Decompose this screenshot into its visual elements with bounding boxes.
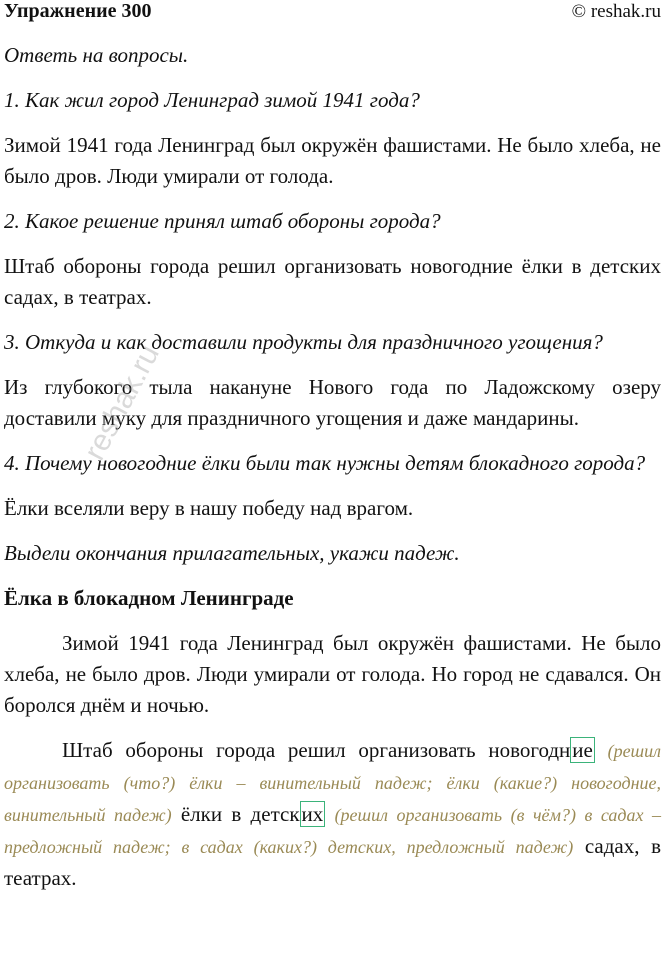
paragraph-1: Зимой 1941 года Ленинград был окружён фашистами. Не было хлеба, не было дров. Люди умирали от голода. Но город не сдавался. Он боролся днём и ночью. [4, 631, 661, 717]
paragraph-2 [4, 735, 661, 894]
question-2: 2. Какое решение принял штаб обороны города? [4, 209, 441, 233]
p2-text-2: ёлки в детск [180, 802, 300, 826]
exercise-title: Упражнение 300 [4, 0, 152, 22]
ending-box-1: ие [572, 738, 593, 762]
task-2-text: Выдели окончания прилагательных, укажи падеж. [4, 541, 460, 565]
site-label: © reshak.ru [571, 1, 661, 22]
text-title: Ёлка в блокадном Ленинграде [4, 586, 294, 610]
p2-text-3: садах, в театрах. [4, 834, 661, 890]
p2-text-1: Штаб обороны города решил организовать новогодн [62, 738, 571, 762]
answer-1: Зимой 1941 года Ленинград был окружён фашистами. Не было хлеба, не было дров. Люди умирали от голода. [4, 133, 661, 188]
answer-2: Штаб обороны города решил организовать новогодние ёлки в детских садах, в театрах. [4, 254, 661, 309]
answer-4: Ёлки вселяли веру в нашу победу над врагом. [4, 496, 414, 520]
task-text: Ответь на вопросы. [4, 43, 189, 67]
grammar-note-1: (решил организовать (что?) ёлки – винительный падеж; ёлки (какие?) новогодние, винительный падеж) [4, 741, 661, 825]
question-4: 4. Почему новогодние ёлки были так нужны детям блокадного города? [4, 451, 646, 475]
question-3: 3. Откуда и как доставили продукты для праздничного угощения? [4, 330, 603, 354]
answer-3: Из глубокого тыла накануне Нового года по Ладожскому озеру доставили муку для праздничного угощения и даже мандарины. [4, 375, 661, 430]
question-1: 1. Как жил город Ленинград зимой 1941 года? [4, 88, 420, 112]
ending-box-2: их [301, 802, 324, 826]
watermark: reshak.ru [78, 339, 166, 466]
header [4, 0, 661, 22]
grammar-note-2: (решил организовать (в чём?) в садах – предложный падеж; в садах (каких?) детских, предложный падеж) [4, 805, 662, 857]
page [4, 0, 661, 894]
